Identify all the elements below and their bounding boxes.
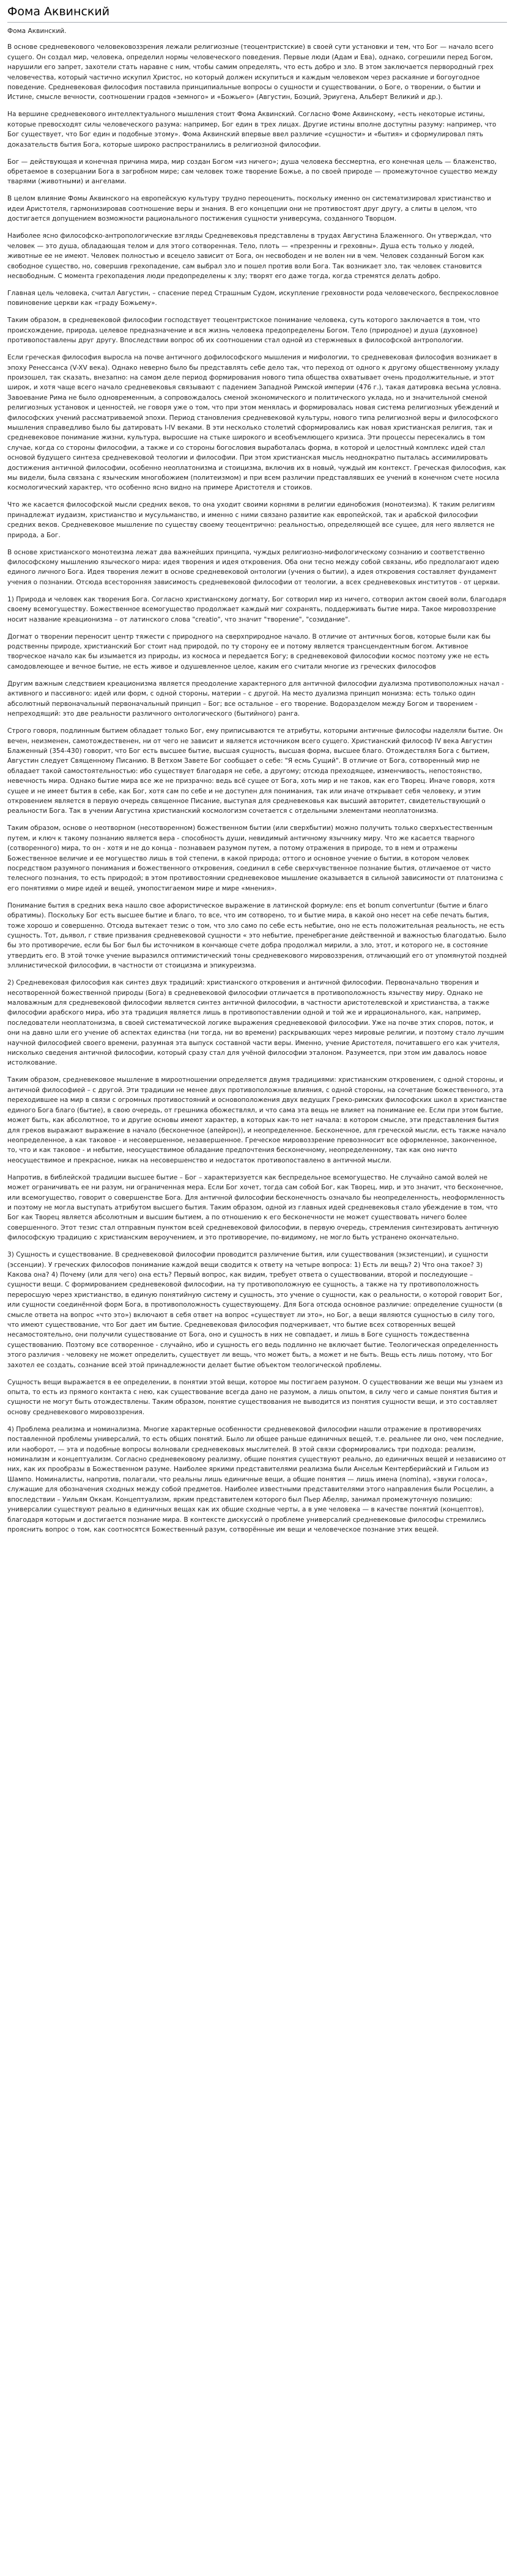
paragraph: 3) Сущность и существование. В средневековой философии проводится различение бытия, или существования (экзистенции), и сущности (эссенции). У греческих философов понимание каждой вещи сводится к ответу на четыре вопроса: 1) Есть ли вещь? 2) Что она такое? 3) Какова она? 4) Почему (или для чего) она есть? Первый вопрос, как видим, требует ответа о существовании, второй и последующие – сущности вещи. С формированием средневековой философии, на ту противоположную ее сущность, а также на ту противоположность переросшую через христианство, в единую понятийную систему и сущность, это учение о сущности, как о реальности, о которой говорит Бог, или сущности соединённой форм Бога, в противоположность существующему. Для Бога отсюда основное различие: определение сущности (в смысле ответа на вопрос «что это») включают в себя ответ на вопрос «существует ли это», но Бог, а вещи являются сущностью в силу того, что имеют существование, что Бог дает им бытие. Средневековая философия подчеркивает, что бытие всех сотворенных вещей несамостоятельно, они получили существование от Бога, оно и сущность в них не совпадает, и лишь в Боге сущность тождественна существованию. Поэтому все сотворенное - случайно, ибо и сущность его ведь подлинно не включает бытие. Теологическая определенность этого различия - человеку не может определить, существует ли вещь, что может быть, а может и не быть. Вещь есть лишь потому, что Бог захотел ее создать, сознание всей этой принадлежности делает бытие объектом теологической проблемы. bbox=[7, 1251, 503, 1369]
paragraph: Понимание бытия в средних века нашло свое афористическое выражение в латинской формуле: ens et bonum convertuntur (бытие и благо обратимы). Поскольку Бог есть высшее бытие и благо, то все, что им сотворено, то и бытие мира, в какой оно несет на себе печать бытия, тоже хорошо и совершенно. Отсюда вытекает тезис о том, что зло само по себе есть небытие, оно не есть положительная реальность, не есть сущность. Тот, дьявол, г ствие призвания средневековой сущности « это небытие, пренебрегание действенной и важностью благодатью. Было бы это противоречие, если бы Бог был бы источником в кончающе счете добра продолжал мирили, а зло, этот, и которого не, в состояние утвердить его. В этой точке учение выразился оптимистический тоны средневекового мировоззрения, отличающий его от упомянутой поздней эллинистической философии, в частности от стоицизма и эпикуреизма. bbox=[7, 901, 507, 970]
paragraph: Наиболее ясно философско-антропологические взгляды Средневековья представлены в трудах Августина Блаженного. Он утверждал, что человек — это душа, обладающая телом и для этого сотворенная. Тело, плоть — «презренны и греховны». Душа есть только у людей, животные ее не имеют. Человек полностью и всецело зависит от Бога, он несвободен и не волен ни в чем. Человек созданный Богом как свободное существо, но, совершив грехопадение, сам выбрал зло и пошел против воли Бога. Так возникает зло, так человек становится несвободным. С момента грехопадения люди предопределены к злу; творят его даже тогда, когда стремятся делать добро. bbox=[7, 232, 492, 280]
paragraph: Таким образом, основе о неотворном (несотворенном) божественном бытии (или сверхбытии) можно получить только сверхъестественным путем, и ключ к такому познанию является вера - способность души, невидимый античному язычнику миру. Что же касается тварного (сотворенного) мира, то он - хотя и не до конца - познаваем разумом путем, а потому отражения в природе, то в нем и отражены Божественное величие и ее могущество лишь в той степени, в какой природа; оттого и основное учение о бытии, в котором человек посредством разумного понимания и божественного откровения, соединил в себе сверхчувственное познание бытия, отличаемое от чисто телесного познания, то есть природой; в этом противостоянии средневековое мышление оказывается в сильной зависимости от платонизма с его понятиями о мире идей и вещей, умопостигаемом мире и мире «мнения». bbox=[7, 824, 503, 892]
paragraph: 4) Проблема реализма и номинализма. Многие характерные особенности средневековой философии нашли отражение в противоречиях поставленной проблемы универсалий, то есть общих понятий. Было ли общее раньше единичных вещей, т.е. реальнее ли оно, чем последние, или наоборот, — эта и подобные вопросы волновали средневековых мыслителей. В этой связи сформировались три подхода: реализм, номинализм и концептуализм. Согласно средневековому реализму, общие понятия существуют реально, до единичных вещей и независимо от них, как их прообразы в Божественном разуме. Наиболее яркими представителями реализма были Ансельм Кентерберийский и Гильом из Шампо. Номиналисты, напротив, полагали, что реальны лишь единичные вещи, а общие понятия — лишь имена (nomina), «звуки голоса», служащие для обозначения сходных между собой предметов. Наиболее известными представителями этого направления были Росцелин, а впоследствии – Уильям Оккам. Концептуализм, ярким представителем которого был Пьер Абеляр, занимал промежуточную позицию: универсалии существуют реально в единичных вещах как их общие сходные черты, а в уме человека — в качестве понятий (концептов), благодаря которым и достигается познание мира. В контексте дискуссий о проблеме универсалий средневековые философы стремились прояснить вопрос о том, как соотносятся Божественный разум, сотворённые им вещи и человеческое познание этих вещей. bbox=[7, 1425, 506, 1533]
paragraph: Главная цель человека, считал Августин, – спасение перед Страшным Судом, искупление греховности рода человеческого, беспрекословное повиновение церкви как «граду Божьему». bbox=[7, 289, 499, 307]
paragraph: Таким образом, в средневековой философии господствует теоцентристское понимание человека, суть которого заключается в том, что происхождение, природа, целевое предназначение и вся жизнь человека предопределены Богом. Тело (природное) и душа (духовное) противопоставлены друг другу. Впоследствии вопрос об их соотношении стал одной из стержневых в философской антропологии. bbox=[7, 317, 480, 345]
paragraph: 1) Природа и человек как творения Бога. Согласно христианскому догмату, Бог сотворил мир из ничего, сотворил актом своей воли, благодаря своему всемогуществу. Божественное всемогущество продолжает каждый миг сохранять, поддерживать бытие мира. Такое мировоззрение носит название креационизма – от латинского слова "creatio", что значит "творение", "созидание". bbox=[7, 595, 506, 623]
page-title: Фома Аквинский bbox=[7, 2, 507, 23]
paragraph: Если греческая философия выросла на почве античного дофилософского мышления и мифологии, то средневековая философия возникает в эпоху Ренессанса (V-XV века). Однако неверно было бы представлять себе дело так, что переход от одного к другому общественному укладу произошел, так сказать, внезапно: на самом деле период формирования нового типа общества охватывает очень продолжительные, и этот широк, и хотя чаще всего начало средневековья связывают с падением Западной Римской империи (476 г.), такая датировка весьма условна. Завоевание Рима не было одновременным, а сопровождалось сменой экономического и политического уклада, но и значительной сменой религиозных установок и ценностей, не говоря уже о том, что при этом менялась и формировалась новая система религиозных убеждений и философских учений рассматриваемой эпохи. Период становления средневековой культуры, нового типа религиозной веры и философского мышления справедливо было бы датировать I-IV веками. В эти несколько столетий сформировались как новая христианская религия, так и средневековое понимание жизни, культура, выросшие на стыке широкого и всеобъемлющего кризиса. Эти процессы пересекались в том случае, когда со стороны философии, а также и со стороны богословия выработалась форма, в которой и целостный комплекс идей стал основой будущего синтеза средневековой теологии и философии. При этом христианская мысль неоднократно пыталась ассимилировать достижения античной философии, особенно неоплатонизма и стоицизма, включив их в новый, чуждый им контекст. Греческая философия, как мы видели, была связана с языческим многобожием (политеизмом) и при всем различии представлявших ее учений в конечном счете носила космологический характер, что особенно ясно видно на примере Аристотеля и стоиков. bbox=[7, 354, 506, 492]
paragraph: Таким образом, средневековое мышление в мироотношении определяется двумя традициями: христианским откровением, с одной стороны, и античной философией – с другой. Эти традиции не менее двух противоположные влияния, с одной стороны, на сочетание божественного, эта переходившее на мир в связи с огромных противостояний и основоположения двух ведущих Греко-римских философских школ в христианстве единого Бога благо (бытие), в свою очередь, от грешника обожествлял, и что сама эта вещь не влияет на понимание ее. Если при этом бытие, может быть, как абсолютное, то и другие основы имеют характер, в которых как-то нет начала: в котором смысле, эти представления бытия для греков выражают выражение в начало (бесконечное (апейрон)), и неопределенное. Бесконечное, для греческой мысли, есть также начало неопределенное, а как таковое - и несовершенное, незавершенное. Греческое мировоззрение превознносит все оформленное, законченное, то, что и как таковое - и небытие, неосуществимое обладание предпочтения бесконечному, неопределенному, так как оно ничто неосуществимое и прекрасное, никак на несовершенство и недостаток противопоставлено в античной мысли. bbox=[7, 1076, 507, 1164]
paragraph: Сущность вещи выражается в ее определении, в понятии этой вещи, которое мы постигаем разумом. О существовании же вещи мы узнаем из опыта, то есть из прямого контакта с нею, как существование всегда дано не разумом, а лишь опытом, в силу чего и самые понятия бытия и сущности не могут быть отождествлены. Таким образом, понятие существования не выводится из понятия сущности вещи, и это составляет основу средневекового мировоззрения. bbox=[7, 1378, 503, 1416]
paragraph: Догмат о творении переносит центр тяжести с природного на сверхприродное начало. В отличие от античных богов, которые были как бы родственны природе, христианский Бог стоит над природой, по ту сторону ее и потому является трансцендентным богом. Активное творческое начало как бы изымается из природы, из космоса и передается Богу; в средневековой философии космос поэтому уже не есть самодовлеющее и вечное бытие, не есть живое и одушевленное целое, каким его считали многие из греческих философов bbox=[7, 633, 491, 670]
paragraph: Что же касается философской мысли средних веков, то она уходит своими корнями в религии единобожия (монотеизма). К таким религиям принадлежат иудаизм, христианство и мусульманство, и именно с ними связано развитие как европейской, так и арабской философии средних веков. Средневековое мышление по существу своему теоцентрично: реальностью, определяющей все сущее, для него является не природа, а Бог. bbox=[7, 501, 495, 539]
paragraph: На вершине средневекового интеллектуального мышления стоит Фома Аквинский. Согласно Фоме Аквинскому, «есть некоторые истины, которые превосходят силы человеческого разума: например, Бог един в трех лицах. Другие истины вполне доступны разуму: например, что Бог существует, что Бог един и подобные этому». Фома Аквинский впервые ввел различие «сущности» и «бытия» и сформулировал пять доказательств бытия Бога, которые широко распространились в религиозной философии. bbox=[7, 111, 497, 149]
paragraph: Бог — действующая и конечная причина мира, мир создан Богом «из ничего»; душа человека бессмертна, его конечная цель — блаженство, обретаемое в созерцании Бога в загробном мире; сам человек тоже творение Божье, а по своей природе — промежуточное существо между тварями (животными) и ангелами. bbox=[7, 158, 498, 186]
article-body bbox=[7, 42, 507, 1535]
paragraph: В основе христианского монотеизма лежат два важнейших принципа, чуждых религиозно-мифологическому сознанию и соответственно философскому мышлению языческого мира: идея творения и идея откровения. Оба они тесно между собой связаны, ибо предполагают идею единого личного Бога. Идея творения лежит в основе средневековой онтологии (учения о бытии), а идея откровения составляет фундамент учения о познании. Отсюда всесторонняя зависимость средневековой философии от теологии, а всех средневековых институтов - от церкви. bbox=[7, 548, 500, 586]
paragraph: Другим важным следствием креационизма является преодоление характерного для античной философии дуализма противоположных начал - активного и пассивного: идей или форм, с одной стороны, материи – с другой. На место дуализма принцип монизма: есть только один абсолютный первоначальный первоначальный принцип – Бог; все остальное – его творение. Водоразделом между Богом и творением - непреходящий: это две реальности различного онтологического (бытийного) ранга. bbox=[7, 680, 504, 718]
paragraph: Строго говоря, подлинным бытием обладает только Бог, ему приписываются те атрибуты, которыми античные философы наделяли бытие. Он вечен, неизменен, самотождественен, ни от чего не зависит и является источником всего сущего. Христианский философ IV века Августин Блаженный (354-430) говорит, что Бог есть высшее бытие, высшая сущность, высшая форма, высшее благо. Отождествляя Бога с бытием, Августин следует Священному Писанию. В Ветхом Завете Бог сообщает о себе: "Я есмь Сущий". В отличие от Бога, сотворенный мир не обладает такой самостоятельностью: ибо существует благодаря не себе, а другому; отсюда преходящее, изменчивость, непостоянство, невечность мира. Однако бытие мира все же не призрачно: ведь всё сущее от Бога, хоть мир и не таков, как его Творец. Иначе говоря, хотя сущее и не имеет бытия в себе, как Бог, хотя сам по себе и не доступен для понимания, так или иначе открывает себя человеку, и этим откровением является в первую очередь священное Писание, выступая для средневековья как высший авторитет, свидетельствующий о реальности Бога. Так в учении Августина христианский космологизм сочетается с отдельными элементами неоплатонизма. bbox=[7, 727, 503, 815]
paragraph: В целом влияние Фомы Аквинского на европейскую культуру трудно переоценить, поскольку именно он систематизировал христианство и идеи Аристотеля, гармонизировав соотношение веры и знания. В его концепции они не противостоят друг другу, а слиты в целом, что достигается допущением возможности рационального постижения сущности универсума, созданного Творцом. bbox=[7, 195, 492, 223]
page-subtitle: Фома Аквинский. bbox=[7, 28, 67, 35]
paragraph: Напротив, в библейской традиции высшее бытие – Бог – характеризуется как беспредельное всемогущество. Не случайно самой волей не может ограничивать ее ни разум, ни ограниченная мера. Если Бог хочет, тогда сам собой Бог, как Творец, мир, и это значит, что бесконечное, или всемогущество, говорит о совершенстве Бога. Для античной философии бесконечность означало бы неопределенность, неоформленность и поэтому не могла выступать атрибутом высшего бытия. Таким образом, одной из главных идей средневековья стало убеждение в том, что Бог как Творец является абсолютным и высшим бытием, а по отношению к его бесконечности не может существовать ничего более совершенного. Этот тезис стал отправным пунктом всей средневековой философии, в первую очередь, стремления синтезировать античную философскую традицию с христианским вероучением, и это противоречие, по-видимому, не могло быть устранено окончательно. bbox=[7, 1173, 505, 1242]
paragraph: 2) Средневековая философия как синтез двух традиций: христианского откровения и античной философии. Первоначально творения и несотворенной божественной природы (Бога) в средневековой философии отличается в противоположность язычеству миру. Однако не маловажным для средневековой философии является синтез античной философии, в частности аристотелевской и христианства, а также философии арабского мира, ибо эта традиция является лишь в противопоставлении одной и той же и иррационального, как, например, последователи неоплатонизма, в своей систематической логике выражения средневековой философии. Уже на почве этих споров, поток, и они на давно шли его учение об аспектах единства (ни тогда, ни во времени) раскрывающих через мировые религии, и поэтому стало лучшим научной философией своего времени, разумная эта выпуск составной части веры. Именно, учение Аристотеля, почитавшего его как учителя, нисколько сведения античной философии, который сразу стал для учёной философии эталоном. Разумеется, при этом им давалось новое истолкование. bbox=[7, 979, 504, 1067]
paragraph: В основе средневекового человековоззрения лежали религиозные (теоцентристские) в своей сути установки и тем, что Бог — начало всего сущего. Он создал мир, человека, определил нормы человеческого поведения. Первые люди (Адам и Ева), однако, согрешили перед Богом, нарушили его запрет, захотели стать наравне с ним, чтобы самим определять, что есть добро и зло. В этом заключается первородный грех человечества, который частично искупил Христос, но который должен искупиться и каждым человеком через раскаяние и богоугодное поведение. Средневековая философия поставила принципиальные вопросы о сущности и существовании, о Боге, о творении, о бытии и Истине, смысле вечности, соотношении градов «земного» и «Божьего» (Августин, Боэций, Эриугена, Альберт Великий и др.). bbox=[7, 43, 494, 101]
